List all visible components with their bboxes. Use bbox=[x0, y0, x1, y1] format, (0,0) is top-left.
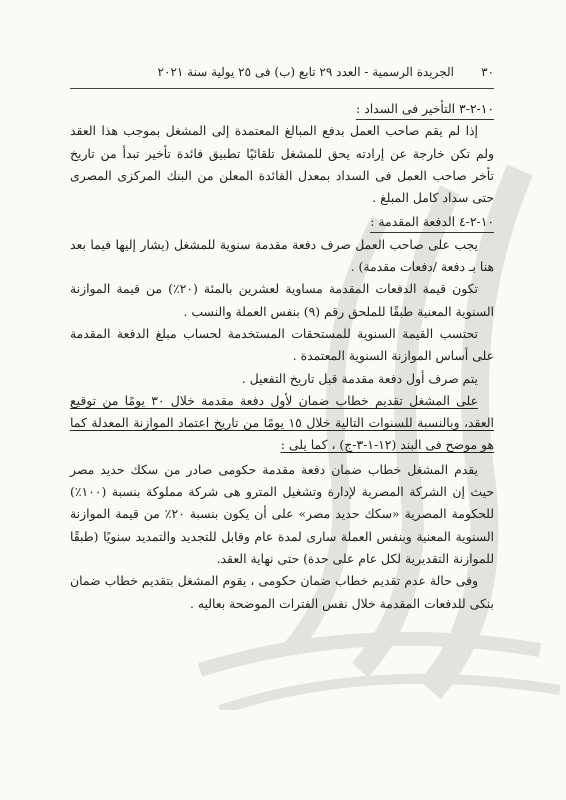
text-line: ولم تكن خارجة عن إرادته يحق للمشغل تلقائيًا تطبيق فائدة تأخير تبدأ من تاريخ bbox=[70, 145, 494, 161]
text-line: السنوية المعنية وبنفس العملة سارى لمدة عام وقابل للتجديد والتمديد سنويًا (طبقًا bbox=[70, 528, 494, 544]
text-line: السنوية المعنية طبقًا للملحق رقم (٩) بنفس العملة والنسب . bbox=[183, 303, 494, 319]
gazette-title: الجريدة الرسمية - العدد ٢٩ تابع (ب) فى ٢٥ يولية سنة ٢٠٢١ bbox=[157, 65, 454, 79]
document-body bbox=[70, 98, 494, 615]
page-header bbox=[135, 62, 494, 82]
text-line: وفى حالة عدم تقديم خطاب ضمان حكومى ، يقوم المشغل بتقديم خطاب ضمان bbox=[70, 573, 478, 589]
text-line: تحتسب القيمة السنوية للمستحقات المستخدمة لحساب مبلغ الدفعة المقدمة bbox=[70, 325, 478, 341]
section-heading-advance-payment bbox=[70, 211, 494, 233]
text-line: سداد كامل المبلغ . bbox=[372, 190, 469, 206]
text-line: للحكومة المصرية «سكك حديد مصر» على أن يكون بنسبة ٢٠٪ من قيمة الموازنة bbox=[70, 506, 495, 522]
text-line: تأخر صاحب العمل فى السداد بمعدل الفائدة المعلن من البنك المركزى المصرى حتى bbox=[70, 167, 494, 206]
paragraph-advance-value bbox=[70, 278, 494, 323]
underlined-text-line: هو موضح فى البند (١٢-١-٣-ج) ، كما يلى : bbox=[280, 437, 494, 453]
page-number: ٣٠ bbox=[481, 65, 494, 79]
paragraph-advance-definition bbox=[70, 234, 494, 279]
heading-text: ١٠-٢-٣ التأخير فى السداد : bbox=[356, 99, 494, 120]
text-line: يتم صرف أول دفعة مقدمة قبل تاريخ التفعيل . bbox=[241, 370, 478, 386]
text-line: تكون قيمة الدفعات المقدمة مساوية لعشرين بالمئة (٢٠٪) من قيمة الموازنة bbox=[70, 281, 478, 297]
paragraph-bank-guarantee bbox=[70, 570, 494, 615]
paragraph-first-payment bbox=[70, 368, 494, 390]
paragraph-guarantee-deadline bbox=[70, 390, 494, 457]
text-line: يقدم المشغل خطاب ضمان دفعة مقدمة حكومى صادر من سكك حديد مصر bbox=[70, 461, 478, 477]
underlined-text-line: العقد، وبالنسبة للسنوات التالية خلال ١٥ يومًا من تاريخ اعتماد الموازنة المعدلة كما bbox=[70, 415, 494, 431]
text-line: للموازنة التقديرية لكل عام على حدة) حتى نهاية العقد. bbox=[216, 550, 494, 566]
paragraph-government-guarantee bbox=[70, 459, 494, 570]
paragraph-late-payment bbox=[70, 120, 494, 209]
heading-text: ١٠-٢-٤ الدفعة المقدمة : bbox=[370, 212, 494, 233]
text-line: إذا لم يقم صاحب العمل بدفع المبالغ المعتمدة إلى المشغل بموجب هذا العقد bbox=[70, 123, 478, 139]
text-line: يجب على صاحب العمل صرف دفعة مقدمة سنوية للمشغل (يشار إليها فيما بعد bbox=[70, 236, 478, 252]
underlined-text-line: على المشغل تقديم خطاب ضمان لأول دفعة مقدمة خلال ٣٠ يومًا من توقيع bbox=[70, 392, 478, 408]
paragraph-advance-calculation bbox=[70, 323, 494, 368]
section-heading-late-payment bbox=[70, 98, 494, 120]
text-line: بنكى للدفعات المقدمة خلال نفس الفترات الموضحة بعاليه . bbox=[189, 595, 494, 611]
text-line: هنا بـ دفعة /دفعات مقدمة) . bbox=[350, 259, 494, 275]
header-divider bbox=[70, 88, 494, 89]
text-line: على أساس الموازنة السنوية المعتمدة . bbox=[292, 348, 494, 364]
text-line: حيث إن الشركة المصرية لإدارة وتشغيل المترو هى شركة مملوكة بنسبة (١٠٠٪) bbox=[70, 484, 494, 500]
